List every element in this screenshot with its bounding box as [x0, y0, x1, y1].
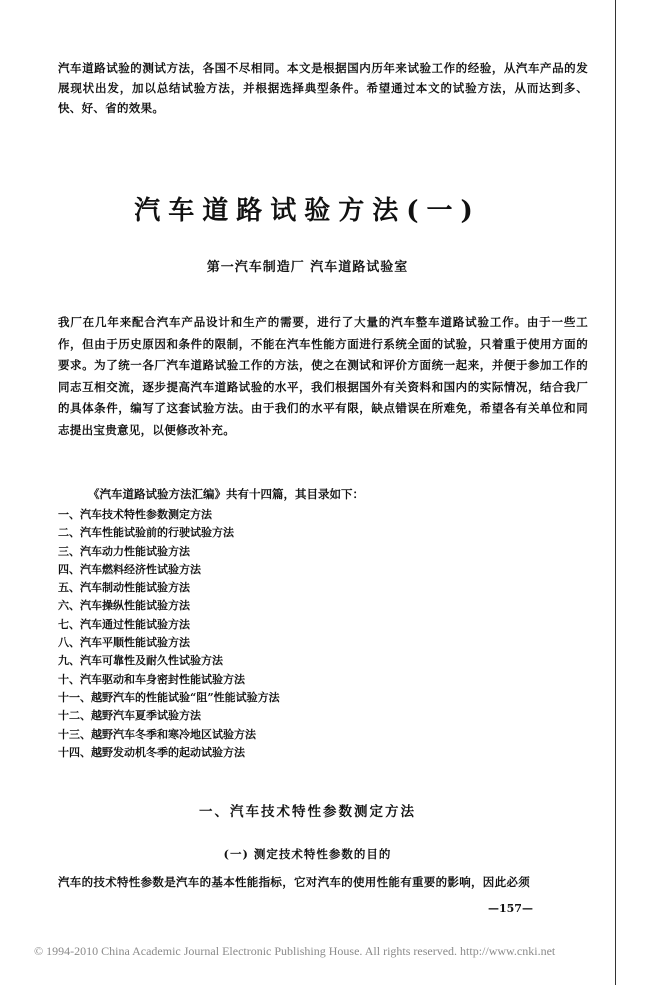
copyright-footer: © 1994-2010 China Academic Journal Electronic Publishing House. All rights reserved. http://www.cnki.net — [34, 944, 556, 958]
toc-item: 七、汽车通过性能试验方法 — [58, 617, 190, 631]
page-number: —157— — [488, 902, 533, 915]
page-edge-rule — [615, 0, 616, 985]
body-paragraph-1: 我厂在几年来配合汽车产品设计和生产的需要，进行了大量的汽车整车道路试验工作。由于一些工作，但由于历史原因和条件的限制，不能在汽车性能方面进行系统全面的试验，只着重于使用方面的要求。为了统一各厂汽车道路试验工作的方法，使之在测试和评价方面统一起来，并便于参加工作的同志互相交流，逐步提高汽车道路试验的水平，我们根据国外有关资料和国内的实际情况，结合我厂的具体条件，编写了这套试验方法。由于我们的水平有限，缺点错误在所难免，希望各有关单位和同志提出宝贵意见，以便修改补充。 — [58, 315, 588, 437]
toc-item: 十二、越野汽车夏季试验方法 — [58, 709, 201, 723]
body-paragraph-2: 汽车的技术特性参数是汽车的基本性能指标，它对汽车的使用性能有重要的影响，因此必须 — [58, 875, 530, 889]
toc-item: 十三、越野汽车冬季和寒冷地区试验方法 — [58, 727, 256, 741]
article-byline: 第一汽车制造厂 汽车道路试验室 — [206, 260, 409, 275]
toc-item: 九、汽车可靠性及耐久性试验方法 — [58, 654, 223, 668]
toc-item: 二、汽车性能试验前的行驶试验方法 — [58, 526, 234, 540]
article-title: 汽车道路试验方法(一) — [134, 196, 481, 226]
toc-heading: 《汽车道路试验方法汇编》共有十四篇，其目录如下： — [88, 487, 364, 501]
subsection-heading: (一) 测定技术特性参数的目的 — [223, 847, 392, 861]
toc-item: 十四、越野发动机冬季的起动试验方法 — [58, 745, 245, 759]
toc-item: 四、汽车燃料经济性试验方法 — [58, 562, 201, 576]
toc-item: 六、汽车操纵性能试验方法 — [58, 599, 190, 613]
toc-item: 十、汽车驱动和车身密封性能试验方法 — [58, 672, 245, 686]
section-heading: 一、汽车技术特性参数测定方法 — [199, 804, 416, 820]
toc-item: 一、汽车技术特性参数测定方法 — [58, 508, 212, 521]
intro-paragraph: 汽车道路试验的测试方法，各国不尽相同。本文是根据国内历年来试验工作的经验，从汽车产品的发展现状出发，加以总结试验方法，并根据选择典型条件。希望通过本文的试验方法，从而达到多、快、好、省的效果。 — [58, 61, 588, 115]
toc-item: 十一、越野汽车的性能试验“阻”性能试验方法 — [58, 690, 280, 704]
toc-item: 五、汽车制动性能试验方法 — [58, 581, 190, 595]
toc-item: 八、汽车平顺性能试验方法 — [58, 636, 190, 650]
table-of-contents — [58, 506, 280, 762]
toc-item: 三、汽车动力性能试验方法 — [58, 544, 190, 558]
